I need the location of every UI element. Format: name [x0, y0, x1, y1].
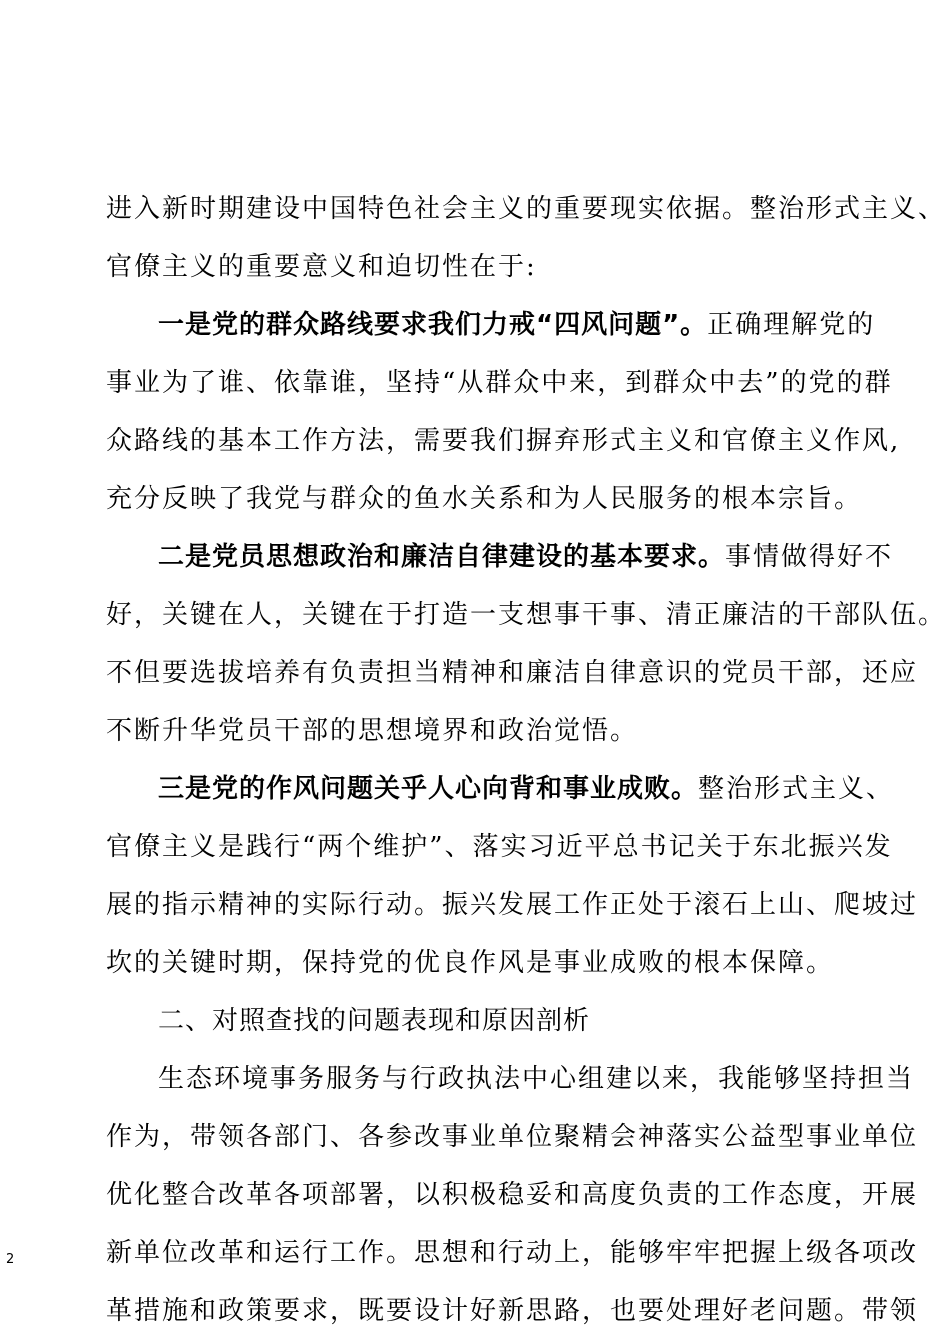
text-line: 优化整合改革各项部署，以积极稳妥和高度负责的工作态度，开展: [106, 1180, 919, 1210]
paragraph-4-first-line: 生态环境事务服务与行政执法中心组建以来，我能够坚持担当: [158, 1064, 915, 1094]
text-line: 充分反映了我党与群众的鱼水关系和为人民服务的根本宗旨。: [106, 484, 863, 514]
paragraph-2-lead-rest: 事情做得好不: [725, 542, 894, 572]
paragraph-3-first-line: [106, 760, 895, 818]
document-body: [106, 180, 947, 1340]
text-line: 革措施和政策要求，既要设计好新思路，也要处理好老问题。带领: [106, 1296, 919, 1326]
text-line: 展的指示精神的实际行动。振兴发展工作正处于滚石上山、爬坡过: [106, 890, 919, 920]
paragraph-2-bold-lead: 二是党员思想政治和廉洁自律建设的基本要求。: [158, 542, 726, 572]
text-line: 不但要选拔培养有负责担当精神和廉洁自律意识的党员干部，还应: [106, 658, 919, 688]
paragraph-3-bold-lead: 三是党的作风问题关乎人心向背和事业成败。: [158, 774, 699, 804]
paragraph-1-first-line: [106, 296, 876, 354]
text-line: 新单位改革和运行工作。思想和行动上，能够牢牢把握上级各项改: [106, 1238, 919, 1268]
text-line: 好，关键在人，关键在于打造一支想事干事、清正廉洁的干部队伍。: [106, 600, 947, 630]
paragraph-3-lead-rest: 整治形式主义、: [698, 774, 895, 804]
section-heading: 二、对照查找的问题表现和原因剖析: [158, 1006, 591, 1036]
text-line: 事业为了谁、依靠谁，坚持“从群众中来，到群众中去”的党的群: [106, 368, 893, 398]
text-line: 官僚主义是践行“两个维护”、落实习近平总书记关于东北振兴发: [106, 832, 893, 862]
text-line: 不断升华党员干部的思想境界和政治觉悟。: [106, 716, 639, 746]
text-line: 官僚主义的重要意义和迫切性在于:: [106, 252, 537, 282]
paragraph-2-first-line: [106, 528, 894, 586]
page-number: 2: [6, 1252, 15, 1267]
text-line: 坎的关键时期，保持党的优良作风是事业成败的根本保障。: [106, 948, 835, 978]
paragraph-1-lead-rest: 正确理解党的: [707, 310, 876, 340]
text-line: 进入新时期建设中国特色社会主义的重要现实依据。整治形式主义、: [106, 194, 947, 224]
text-line: 作为，带领各部门、各参改事业单位聚精会神落实公益型事业单位: [106, 1122, 919, 1152]
text-line: 众路线的基本工作方法，需要我们摒弃形式主义和官僚主义作风,: [106, 426, 901, 456]
paragraph-1-bold-lead: 一是党的群众路线要求我们力戒“四风问题”。: [158, 310, 708, 340]
